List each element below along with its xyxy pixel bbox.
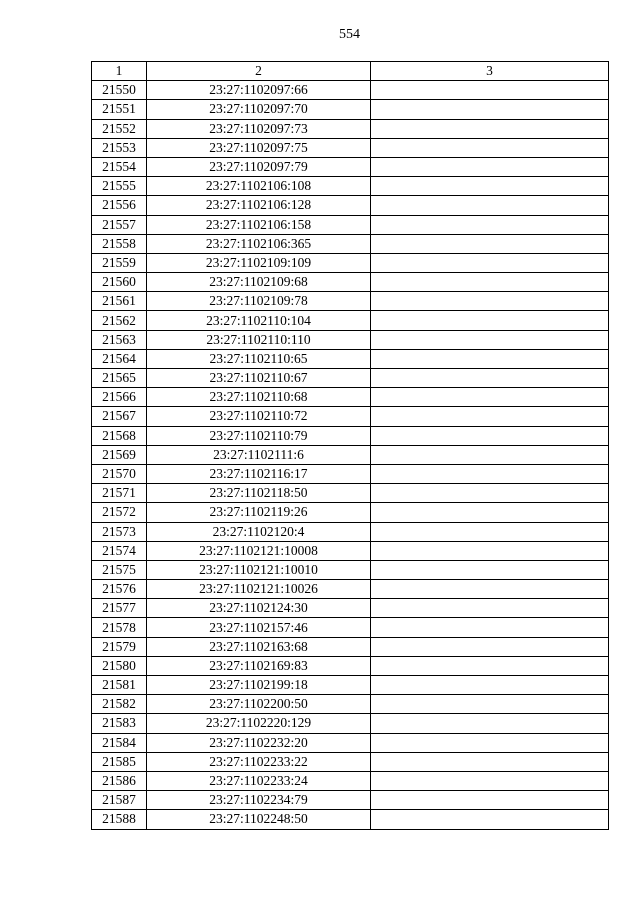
cadastral-number-cell: 23:27:1102116:17	[147, 464, 371, 483]
row-number-cell: 21559	[92, 253, 147, 272]
table-row	[92, 273, 609, 292]
notes-cell	[371, 81, 609, 100]
cadastral-number-cell: 23:27:1102109:78	[147, 292, 371, 311]
row-number-cell: 21556	[92, 196, 147, 215]
row-number-cell: 21580	[92, 656, 147, 675]
table-row	[92, 177, 609, 196]
table-header-row	[92, 62, 609, 81]
cadastral-number-cell: 23:27:1102120:4	[147, 522, 371, 541]
row-number-cell: 21582	[92, 695, 147, 714]
row-number-cell: 21551	[92, 100, 147, 119]
cadastral-number-cell: 23:27:1102106:365	[147, 234, 371, 253]
row-number-cell: 21563	[92, 330, 147, 349]
notes-cell	[371, 196, 609, 215]
row-number-cell: 21588	[92, 810, 147, 829]
notes-cell	[371, 810, 609, 829]
cadastral-number-cell: 23:27:1102110:65	[147, 349, 371, 368]
cadastral-number-cell: 23:27:1102109:68	[147, 273, 371, 292]
row-number-cell: 21571	[92, 484, 147, 503]
notes-cell	[371, 791, 609, 810]
row-number-cell: 21564	[92, 349, 147, 368]
row-number-cell: 21555	[92, 177, 147, 196]
cadastral-number-cell: 23:27:1102233:22	[147, 752, 371, 771]
cadastral-number-cell: 23:27:1102109:109	[147, 253, 371, 272]
cadastral-number-cell: 23:27:1102110:104	[147, 311, 371, 330]
column-header-3: 3	[371, 62, 609, 81]
table-row	[92, 445, 609, 464]
notes-cell	[371, 100, 609, 119]
row-number-cell: 21586	[92, 771, 147, 790]
row-number-cell: 21561	[92, 292, 147, 311]
table-body	[92, 81, 609, 829]
notes-cell	[371, 330, 609, 349]
cadastral-number-cell: 23:27:1102121:10008	[147, 541, 371, 560]
table-row	[92, 637, 609, 656]
table-row	[92, 656, 609, 675]
table-row	[92, 714, 609, 733]
row-number-cell: 21574	[92, 541, 147, 560]
notes-cell	[371, 637, 609, 656]
notes-cell	[371, 311, 609, 330]
table-row	[92, 464, 609, 483]
cadastral-number-cell: 23:27:1102106:128	[147, 196, 371, 215]
table-row	[92, 388, 609, 407]
notes-cell	[371, 138, 609, 157]
row-number-cell: 21570	[92, 464, 147, 483]
row-number-cell: 21553	[92, 138, 147, 157]
notes-cell	[371, 484, 609, 503]
table-row	[92, 733, 609, 752]
cadastral-number-cell: 23:27:1102157:46	[147, 618, 371, 637]
cadastral-number-cell: 23:27:1102121:10026	[147, 580, 371, 599]
table-row	[92, 560, 609, 579]
row-number-cell: 21579	[92, 637, 147, 656]
row-number-cell: 21577	[92, 599, 147, 618]
row-number-cell: 21585	[92, 752, 147, 771]
cadastral-number-cell: 23:27:1102097:66	[147, 81, 371, 100]
cadastral-number-cell: 23:27:1102111:6	[147, 445, 371, 464]
row-number-cell: 21557	[92, 215, 147, 234]
table-row	[92, 752, 609, 771]
notes-cell	[371, 503, 609, 522]
cadastral-number-cell: 23:27:1102106:158	[147, 215, 371, 234]
notes-cell	[371, 695, 609, 714]
cadastral-number-cell: 23:27:1102234:79	[147, 791, 371, 810]
row-number-cell: 21576	[92, 580, 147, 599]
table-row	[92, 580, 609, 599]
cadastral-number-cell: 23:27:1102106:108	[147, 177, 371, 196]
cadastral-number-cell: 23:27:1102220:129	[147, 714, 371, 733]
row-number-cell: 21583	[92, 714, 147, 733]
notes-cell	[371, 771, 609, 790]
notes-cell	[371, 177, 609, 196]
cadastral-number-cell: 23:27:1102119:26	[147, 503, 371, 522]
notes-cell	[371, 560, 609, 579]
table-row	[92, 369, 609, 388]
row-number-cell: 21550	[92, 81, 147, 100]
cadastral-number-cell: 23:27:1102097:79	[147, 157, 371, 176]
cadastral-number-cell: 23:27:1102199:18	[147, 676, 371, 695]
cadastral-number-cell: 23:27:1102097:73	[147, 119, 371, 138]
notes-cell	[371, 580, 609, 599]
notes-cell	[371, 445, 609, 464]
notes-cell	[371, 369, 609, 388]
notes-cell	[371, 273, 609, 292]
notes-cell	[371, 522, 609, 541]
table-row	[92, 215, 609, 234]
notes-cell	[371, 253, 609, 272]
notes-cell	[371, 119, 609, 138]
column-header-1: 1	[92, 62, 147, 81]
cadastral-number-cell: 23:27:1102121:10010	[147, 560, 371, 579]
page-number: 554	[339, 27, 360, 42]
notes-cell	[371, 541, 609, 560]
table-row	[92, 503, 609, 522]
table-row	[92, 196, 609, 215]
notes-cell	[371, 752, 609, 771]
row-number-cell: 21558	[92, 234, 147, 253]
row-number-cell: 21584	[92, 733, 147, 752]
table-row	[92, 349, 609, 368]
row-number-cell: 21573	[92, 522, 147, 541]
column-header-2: 2	[147, 62, 371, 81]
table-row	[92, 484, 609, 503]
table-row	[92, 292, 609, 311]
table-row	[92, 618, 609, 637]
row-number-cell: 21560	[92, 273, 147, 292]
notes-cell	[371, 618, 609, 637]
row-number-cell: 21554	[92, 157, 147, 176]
cadastral-table	[91, 61, 609, 830]
table-row	[92, 522, 609, 541]
row-number-cell: 21581	[92, 676, 147, 695]
cadastral-number-cell: 23:27:1102169:83	[147, 656, 371, 675]
notes-cell	[371, 388, 609, 407]
cadastral-number-cell: 23:27:1102163:68	[147, 637, 371, 656]
table-row	[92, 599, 609, 618]
cadastral-number-cell: 23:27:1102110:79	[147, 426, 371, 445]
table-row	[92, 407, 609, 426]
notes-cell	[371, 349, 609, 368]
cadastral-number-cell: 23:27:1102118:50	[147, 484, 371, 503]
cadastral-number-cell: 23:27:1102200:50	[147, 695, 371, 714]
table-row	[92, 100, 609, 119]
cadastral-number-cell: 23:27:1102097:75	[147, 138, 371, 157]
cadastral-number-cell: 23:27:1102110:72	[147, 407, 371, 426]
row-number-cell: 21578	[92, 618, 147, 637]
row-number-cell: 21568	[92, 426, 147, 445]
row-number-cell: 21562	[92, 311, 147, 330]
row-number-cell: 21575	[92, 560, 147, 579]
table-row	[92, 81, 609, 100]
table-row	[92, 234, 609, 253]
table-row	[92, 330, 609, 349]
notes-cell	[371, 234, 609, 253]
notes-cell	[371, 464, 609, 483]
notes-cell	[371, 676, 609, 695]
table-row	[92, 426, 609, 445]
cadastral-number-cell: 23:27:1102110:67	[147, 369, 371, 388]
row-number-cell: 21569	[92, 445, 147, 464]
cadastral-number-cell: 23:27:1102110:110	[147, 330, 371, 349]
table-row	[92, 311, 609, 330]
cadastral-number-cell: 23:27:1102097:70	[147, 100, 371, 119]
notes-cell	[371, 426, 609, 445]
cadastral-number-cell: 23:27:1102233:24	[147, 771, 371, 790]
notes-cell	[371, 599, 609, 618]
notes-cell	[371, 714, 609, 733]
table-row	[92, 810, 609, 829]
cadastral-number-cell: 23:27:1102232:20	[147, 733, 371, 752]
row-number-cell: 21565	[92, 369, 147, 388]
notes-cell	[371, 656, 609, 675]
table-row	[92, 791, 609, 810]
row-number-cell: 21552	[92, 119, 147, 138]
table-row	[92, 157, 609, 176]
row-number-cell: 21566	[92, 388, 147, 407]
notes-cell	[371, 733, 609, 752]
table-row	[92, 253, 609, 272]
table-row	[92, 771, 609, 790]
row-number-cell: 21587	[92, 791, 147, 810]
notes-cell	[371, 215, 609, 234]
row-number-cell: 21567	[92, 407, 147, 426]
notes-cell	[371, 407, 609, 426]
table-row	[92, 541, 609, 560]
row-number-cell: 21572	[92, 503, 147, 522]
table-row	[92, 138, 609, 157]
table-row	[92, 676, 609, 695]
cadastral-number-cell: 23:27:1102248:50	[147, 810, 371, 829]
cadastral-number-cell: 23:27:1102110:68	[147, 388, 371, 407]
table-row	[92, 119, 609, 138]
table-row	[92, 695, 609, 714]
cadastral-number-cell: 23:27:1102124:30	[147, 599, 371, 618]
notes-cell	[371, 157, 609, 176]
notes-cell	[371, 292, 609, 311]
